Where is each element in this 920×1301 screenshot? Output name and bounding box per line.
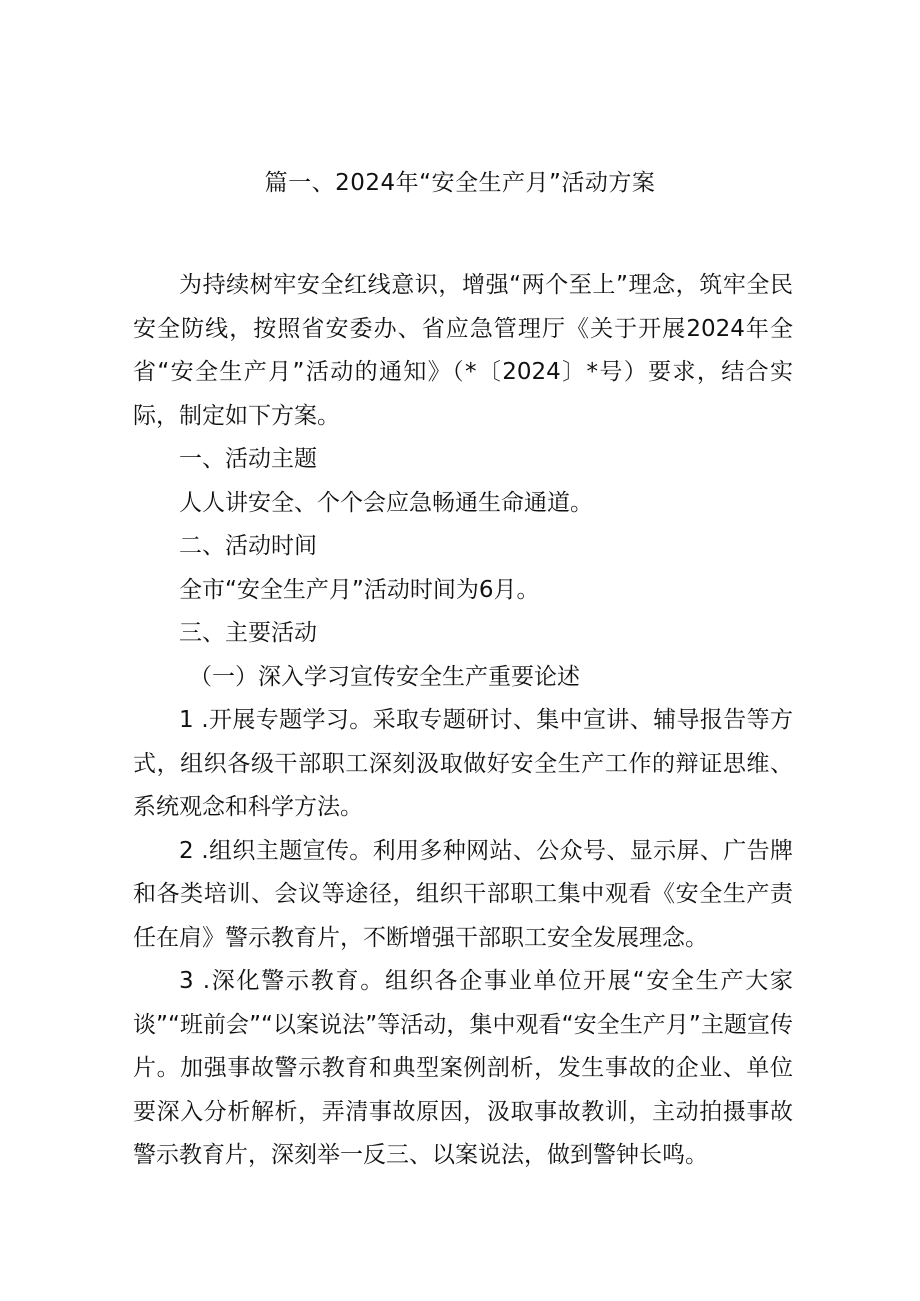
section-heading-time: 二、活动时间 [179,533,317,559]
item-paragraph-2: 2 .组织主题宣传。利用多种网站、公众号、显示屏、广告牌和各类培训、会议等途径，组织干部职工集中观看《安全生产责任在肩》警示教育片，不断增强干部职工安全发展理念。 [133,837,793,951]
document-body [133,264,793,1178]
theme-paragraph: 人人讲安全、个个会应急畅通生命通道。 [179,489,593,516]
item-paragraph-3: 3 .深化警示教育。组织各企事业单位开展“安全生产大家谈”“班前会”“以案说法”等活动，集中观看“安全生产月”主题宣传片。加强事故警示教育和典型案例剖析，发生事故的企业、单位要深入分析解析，弄清事故原因，汲取事故教训，主动拍摄事故警示教育片，深刻举一反三、以案说法，做到警钟长鸣。 [133,968,793,1168]
section-heading-theme: 一、活动主题 [179,446,317,472]
subsection-heading-study: （一）深入学习宣传安全生产重要论述 [189,663,580,690]
item-paragraph-1: 1 .开展专题学习。采取专题研讨、集中宣讲、辅导报告等方式，组织各级干部职工深刻汲取做好安全生产工作的辩证思维、系统观念和科学方法。 [133,707,793,820]
time-paragraph: 全市“安全生产月”活动时间为6月。 [179,576,540,603]
section-heading-activities: 三、主要活动 [179,620,317,646]
intro-paragraph: 为持续树牢安全红线意识，增强“两个至上”理念，筑牢全民安全防线，按照省安委办、省应急管理厅《关于开展2024年全省“安全生产月”活动的通知》（*〔2024〕*号）要求，结合实际，制定如下方案。 [133,272,793,429]
document-title: 篇一、2024年“安全生产月”活动方案 [264,170,656,196]
